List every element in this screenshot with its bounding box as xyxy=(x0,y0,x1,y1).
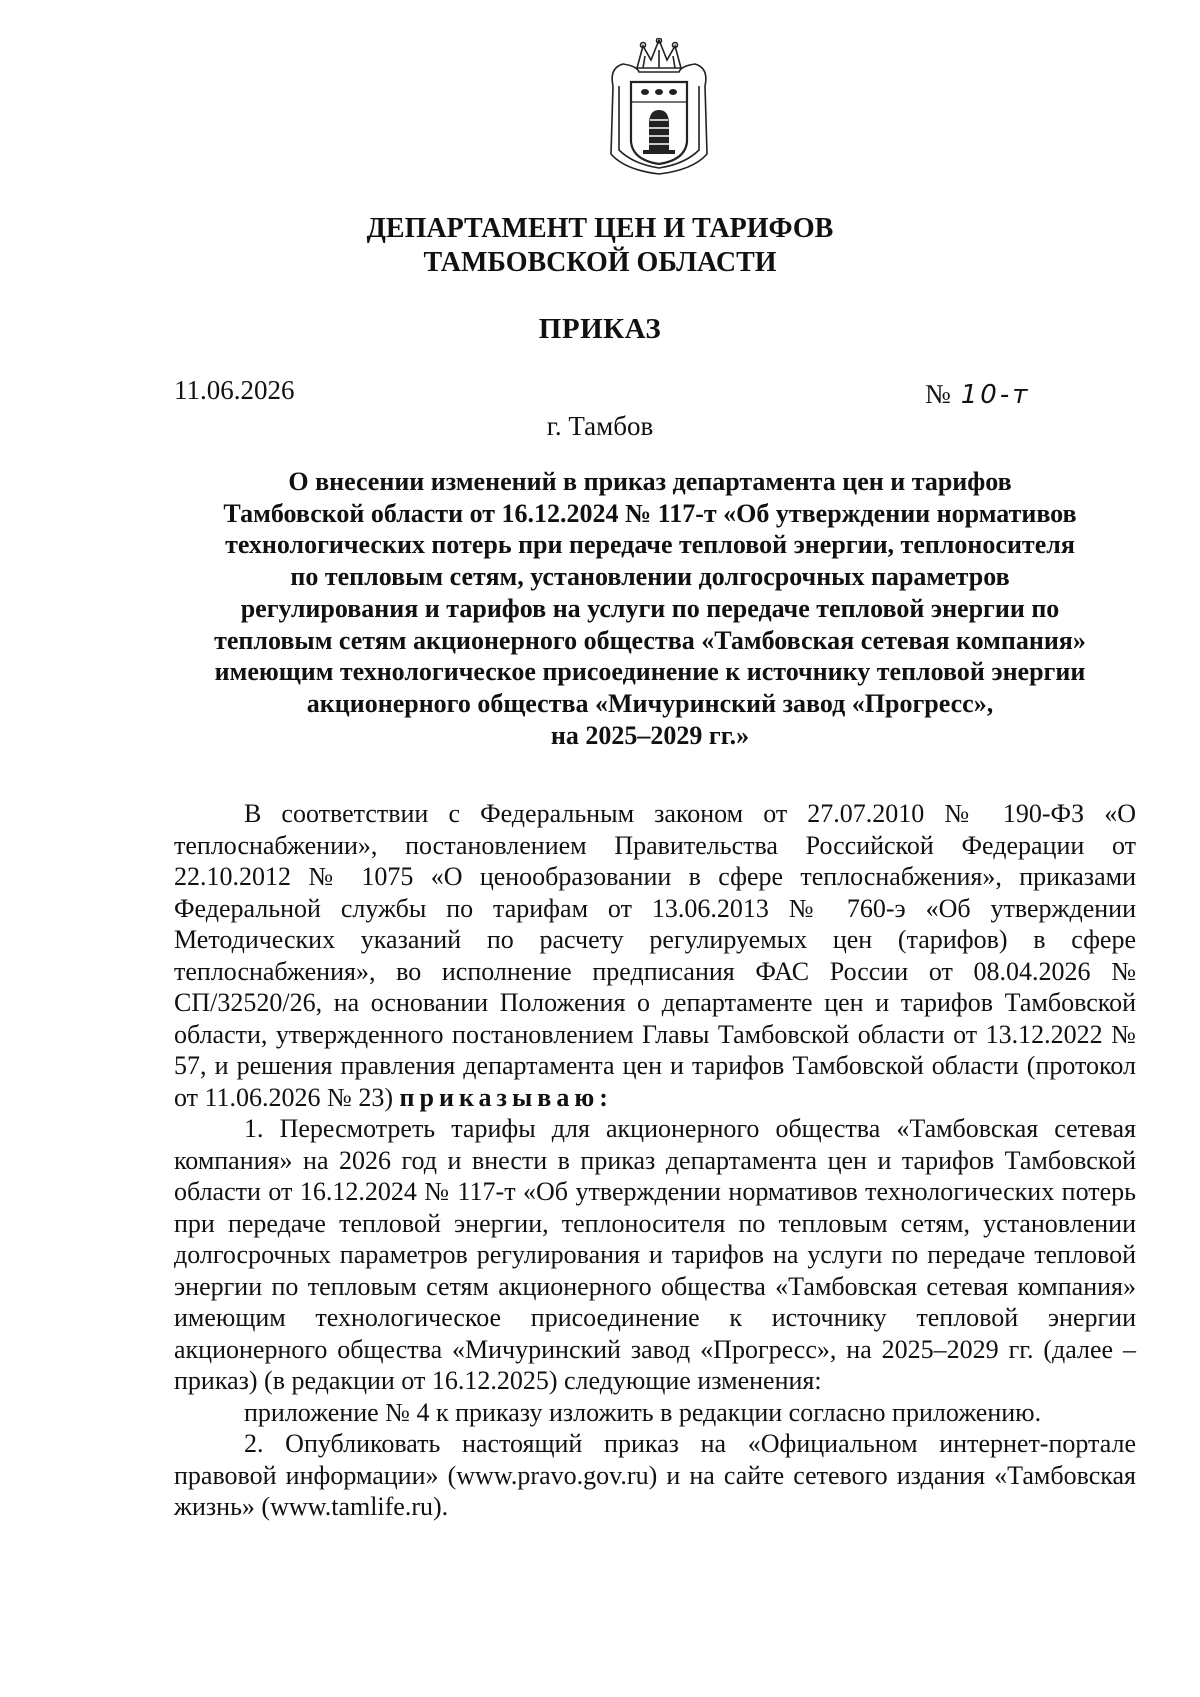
title-line: на 2025–2029 гг.» xyxy=(550,720,750,750)
document-city: г. Тамбов xyxy=(546,411,654,441)
tambov-coat-of-arms-icon xyxy=(603,38,715,176)
item-1-paragraph: 1. Пересмотреть тарифы для акционерного общества «Тамбовская сетевая компания» на 2026 год и внести в приказ департамента цен и тарифов Тамбовской области от 16.12.2024 № 117-т «Об утверждении нормативов технологических потерь при передаче тепловой энергии, теплоносителя по тепловым сетям, установлении долгосрочных параметров регулирования и тарифов на услуги по передаче тепловой энергии по тепловым сетям акционерного общества «Тамбовская сетевая компания» имеющим технологическое присоединение к источнику тепловой энергии акционерного общества «Мичуринский завод «Прогресс», на 2025–2029 гг. (далее – приказ) (в редакции от 16.12.2025) следующие изменения: xyxy=(174,1114,1136,1395)
title-line: технологических потерь при передаче тепловой энергии, теплоносителя xyxy=(225,530,1075,560)
item-1-subparagraph: приложение № 4 к приказу изложить в редакции согласно приложению. xyxy=(244,1397,1042,1427)
title-line: по тепловым сетям, установлении долгосрочных параметров xyxy=(290,562,1010,592)
title-line: акционерного общества «Мичуринский завод «Прогресс», xyxy=(306,688,994,718)
department-name xyxy=(0,212,1200,280)
title-line: имеющим технологическое присоединение к источнику тепловой энергии xyxy=(214,657,1086,687)
preamble-paragraph xyxy=(174,798,1136,1113)
title-line: О внесении изменений в приказ департамента цен и тарифов xyxy=(288,467,1012,496)
title-line: Тамбовской области от 16.12.2024 № 117-т «Об утверждении нормативов xyxy=(223,498,1077,528)
document-date: 11.06.2026 xyxy=(174,375,295,405)
document-type: ПРИКАЗ xyxy=(538,313,662,345)
document-number xyxy=(925,378,1030,411)
title-line: тепловым сетям акционерного общества «Тамбовская сетевая компания» xyxy=(214,625,1086,655)
document-body xyxy=(174,798,1136,1523)
title-line: регулирования и тарифов на услуги по передаче тепловой энергии по xyxy=(240,593,1060,623)
document-title xyxy=(165,466,1135,751)
department-name-line2: ТАМБОВСКОЙ ОБЛАСТИ xyxy=(423,247,777,278)
preamble-text: В соответствии с Федеральным законом от 27.07.2010 № 190-ФЗ «О теплоснабжении», постановлением Правительства Российской Федерации от 22.10.2012 № 1075 «О ценообразовании в сфере теплоснабжения», приказами Федеральной службы по тарифам от 13.06.2013 № 760-э «Об утверждении Методических указаний по расчету регулируемых цен (тарифов) в сфере теплоснабжения», во исполнение предписания ФАС России от 08.04.2026 № СП/32520/26, на основании Положения о департаменте цен и тарифов Тамбовской области, утвержденного постановлением Главы Тамбовской области от 13.12.2022 № 57, и решения правления департамента цен и тарифов Тамбовской области (протокол от 11.06.2026 № 23) xyxy=(174,799,1136,1112)
number-label: № xyxy=(925,379,951,409)
item-2-paragraph: 2. Опубликовать настоящий приказ на «Официальном интернет-портале правовой информации» (www.pravo.gov.ru) и на сайте сетевого издания «Тамбовская жизнь» (www.tamlife.ru). xyxy=(174,1429,1136,1521)
number-value: 10-т xyxy=(960,380,1031,410)
order-word: приказываю: xyxy=(399,1082,613,1112)
department-name-line1: ДЕПАРТАМЕНТ ЦЕН И ТАРИФОВ xyxy=(366,213,834,244)
